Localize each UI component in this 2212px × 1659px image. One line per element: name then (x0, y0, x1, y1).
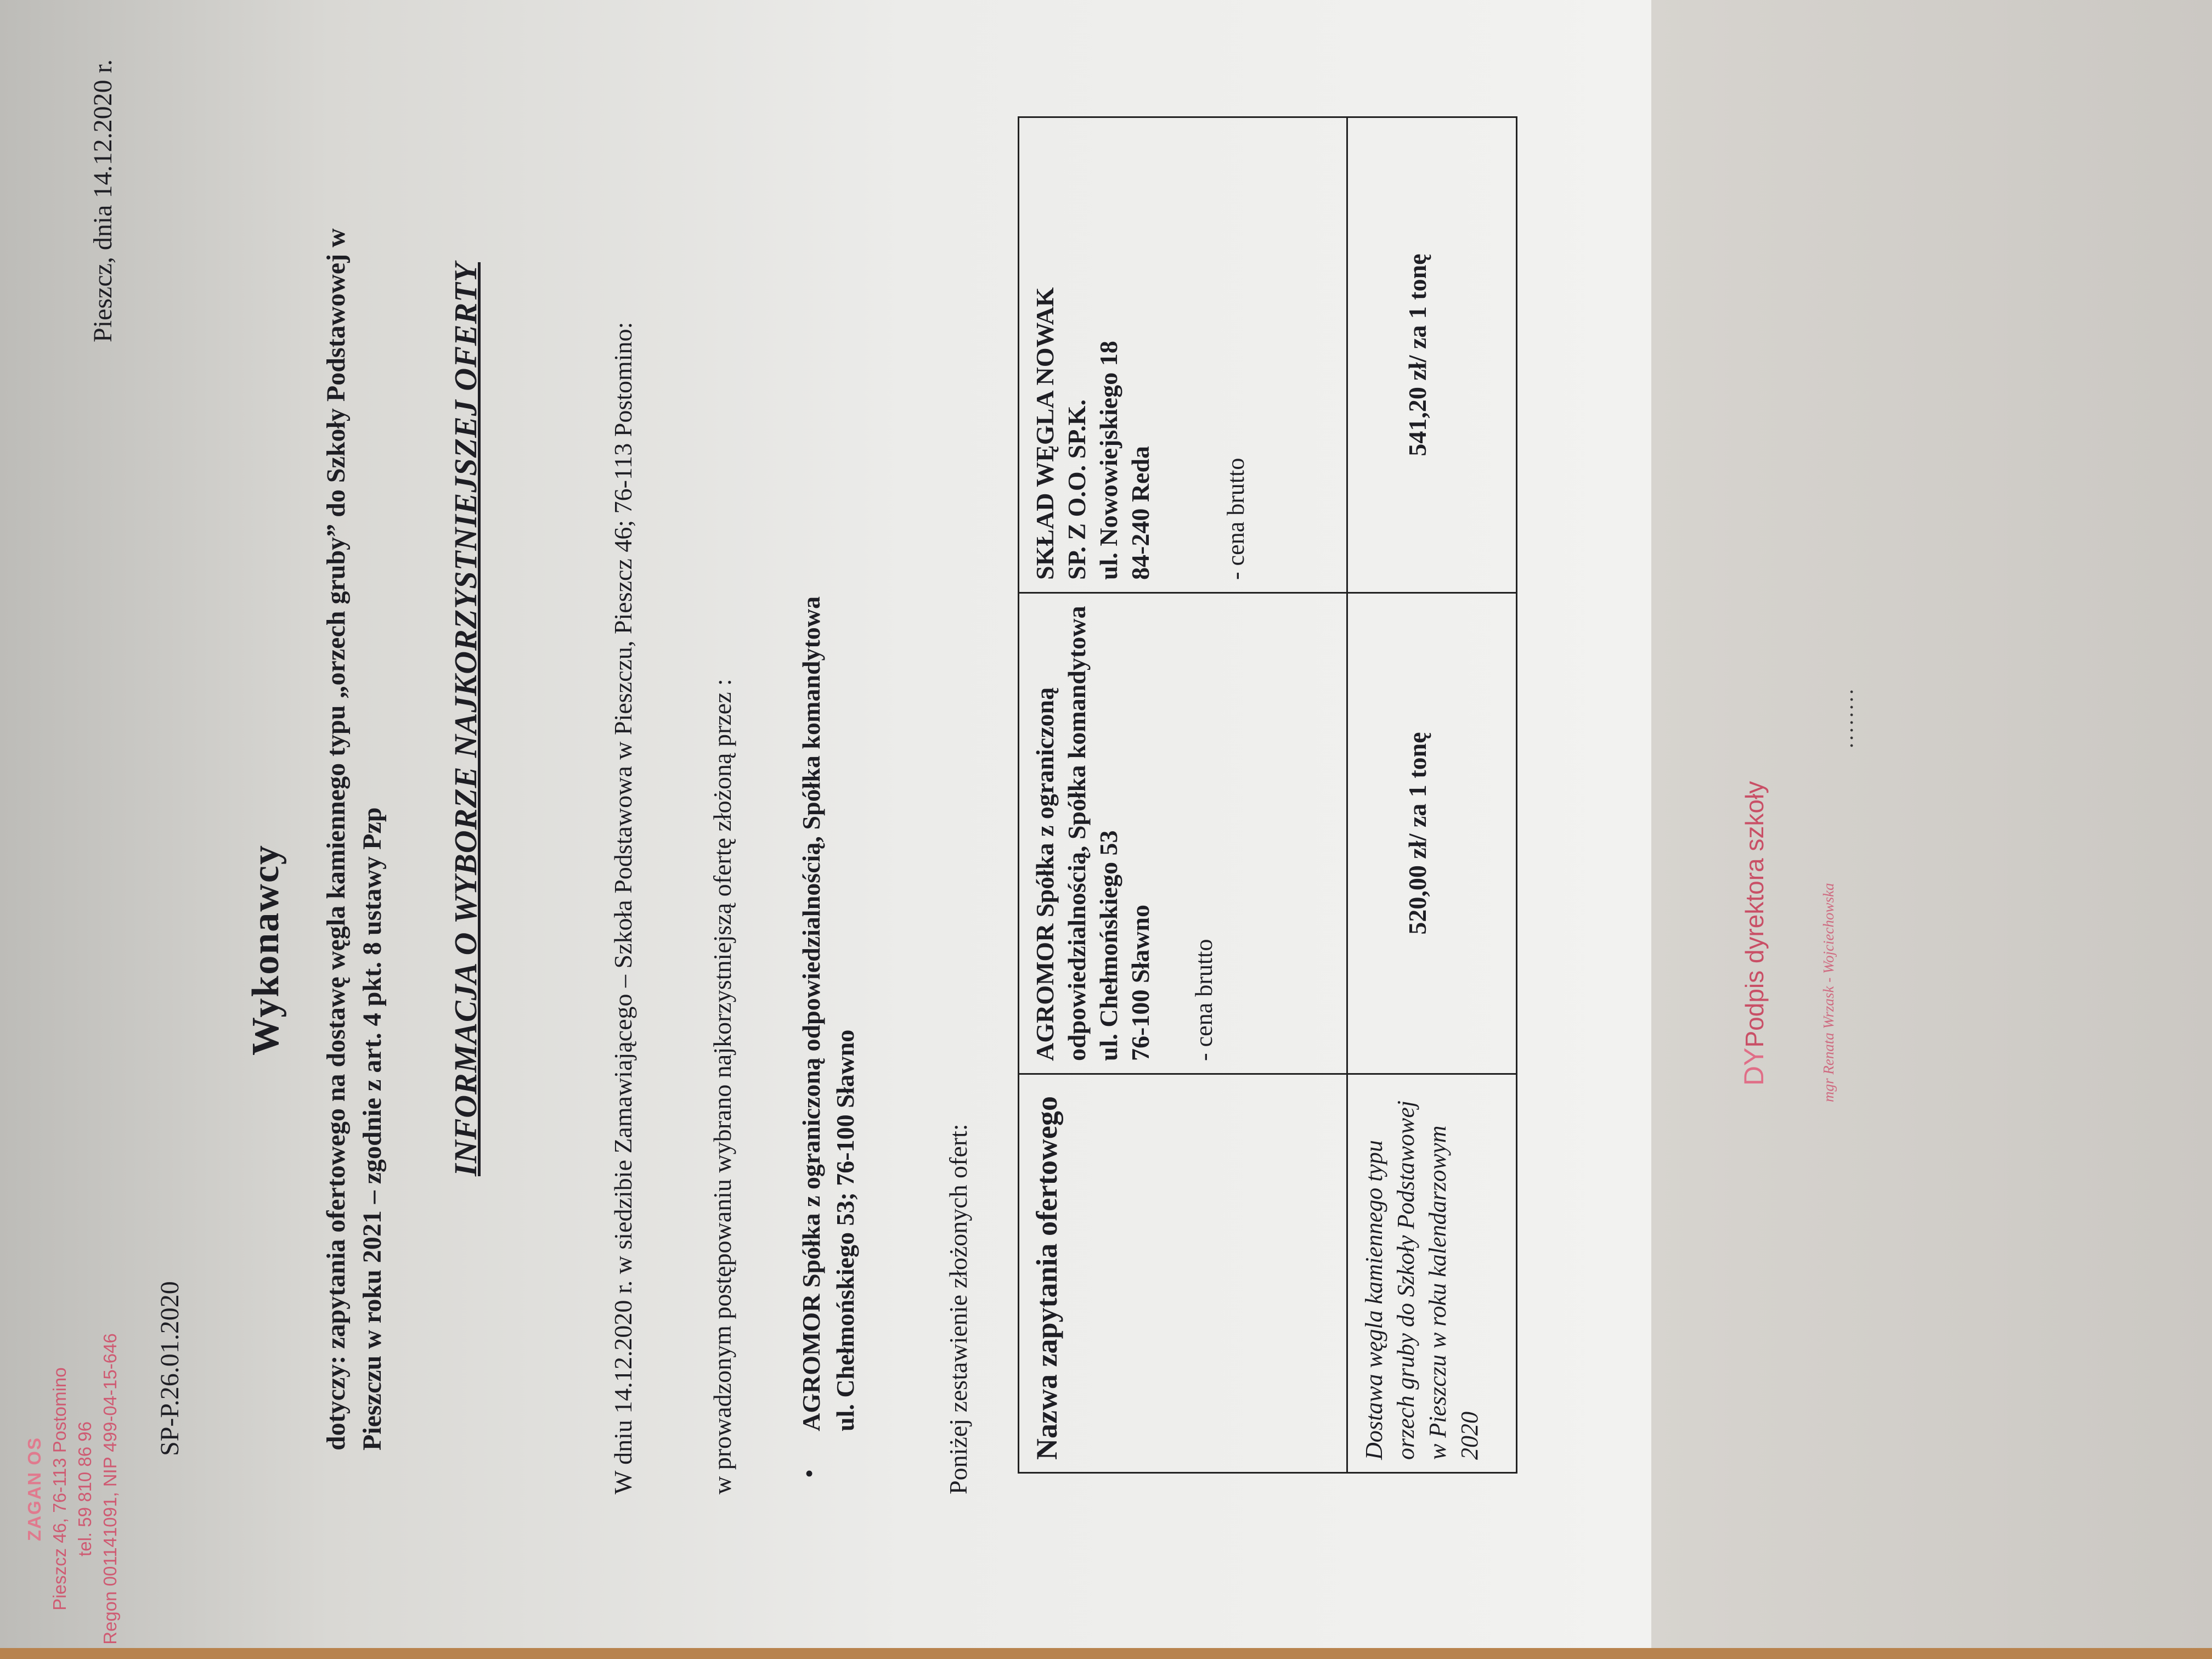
table-row (1347, 117, 1517, 1473)
winning-offer (794, 224, 862, 1431)
description-cell (1347, 1074, 1517, 1473)
offer-description: Dostawa węgla kamiennego typu orzech gruby do Szkoły Podstawowej w Pieszczu w roku kalendarzowym 2020 (1361, 1100, 1483, 1460)
offer-2-address-1: ul. Nowowiejskiego 18 (1094, 341, 1122, 580)
reference-number: SP-P.26.01.2020 (155, 1281, 184, 1456)
offer-2-price-cell (1347, 117, 1517, 593)
signature-name: mgr Renata Wrzask - Wojciechowska (1820, 883, 1837, 1102)
addressee-heading: Wykonawcy (245, 844, 287, 1056)
main-title: INFORMACJA O WYBORZE NAJKORZYSTNIEJSZEJ OFERTY (448, 262, 483, 1176)
offer-1-cell (1019, 593, 1347, 1074)
school-stamp (22, 1319, 123, 1659)
table-header-cell (1019, 1074, 1347, 1473)
desk-surface (1651, 0, 2212, 1659)
offer-2-name-2: SP. Z O.O. SP.K. (1063, 399, 1091, 580)
signature-dots: ........ (1833, 687, 1858, 748)
winning-offer-company: AGROMOR Spółka z ograniczoną odpowiedzialnością, Spółka komandytowa (797, 596, 825, 1431)
stamp-line-3: tel. 59 810 86 96 (75, 1421, 95, 1556)
offer-2-price-label: - cena brutto (1222, 458, 1249, 580)
signature-stamp (1738, 781, 1770, 1086)
signature-label: Podpis dyrektora szkoły (1740, 781, 1769, 1048)
winning-offer-address: ul. Chełmońskiego 53; 76-100 Sławno (831, 1029, 859, 1431)
offer-1-name-rest: Spółka z ograniczoną odpowiedzialnością, Spółka komandytowa (1031, 606, 1091, 1061)
paragraph-selection: w prowadzonym postępowaniu wybrano najkorzystniejszą ofertę złożoną przez : (708, 679, 736, 1494)
offer-1-price-label: - cena brutto (1190, 939, 1217, 1061)
offer-1-price-cell (1347, 593, 1517, 1074)
document-date: Pieszcz, dnia 14.12.2020 r. (88, 59, 117, 342)
offers-table (1018, 116, 1517, 1474)
table-row (1019, 117, 1347, 1473)
stamp-line-1: ZAGAN OS (24, 1436, 44, 1542)
offer-2-address-2: 84-240 Reda (1126, 445, 1154, 580)
offer-1-address-2: 76-100 Sławno (1126, 905, 1154, 1061)
offer-1-name: AGROMOR (1031, 923, 1059, 1061)
paragraph-meeting: W dniu 14.12.2020 r. w siedzibie Zamawiającego – Szkoła Podstawowa w Pieszczu, Pieszcz 46; 76-113 Postomino: (609, 321, 637, 1494)
offer-2-price: 541,20 zł/ za 1 tonę (1403, 253, 1431, 456)
stamp-line-2: Pieszcz 46, 76-113 Postomino (49, 1367, 70, 1611)
offer-2-name-1: SKŁAD WĘGLA NOWAK (1031, 287, 1059, 580)
table-header: Nazwa zapytania ofertowego (1030, 1096, 1063, 1460)
subject-text: dotyczy: zapytania ofertowego na dostawę węgla kamiennego typu „orzech gruby” do Szkoły Podstawowej w Pieszczu w roku 2021 – zgodnie z art. 4 pkt. 8 ustawy Pzp (321, 228, 387, 1451)
offer-1-address-1: ul. Chełmońskiego 53 (1094, 830, 1122, 1061)
offer-2-cell (1019, 117, 1347, 593)
bullet-marker: • (795, 1469, 823, 1478)
paragraph-summary: Poniżej zestawienie złożonych ofert: (944, 1124, 972, 1494)
signature-stamp-prefix: DY (1739, 1047, 1769, 1086)
stamp-line-4: Regon 001141091, NIP 499-04-15-646 (100, 1333, 120, 1645)
offer-1-price: 520,00 zł/ za 1 tonę (1403, 732, 1431, 935)
